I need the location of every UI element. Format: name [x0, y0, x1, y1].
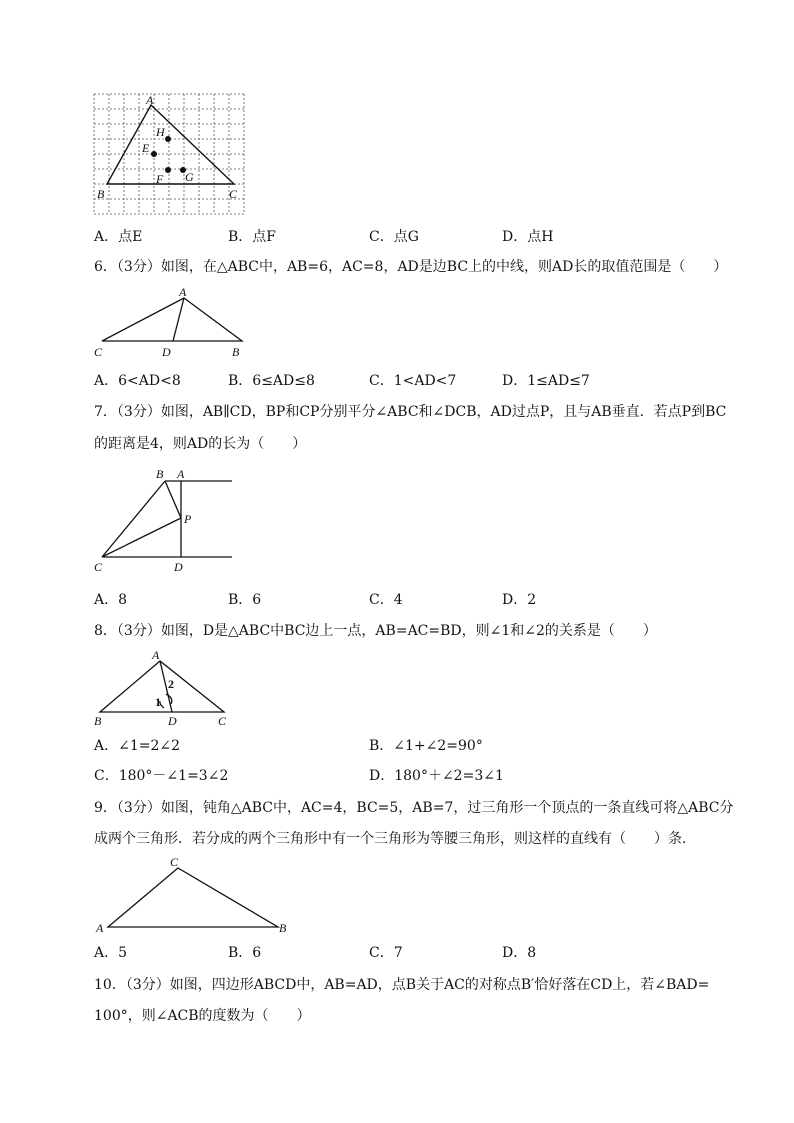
q6-option-d[interactable]: D．1≤AD≤7: [502, 373, 590, 389]
q8-option-c[interactable]: C．180°－∠1=3∠2: [94, 768, 229, 784]
q5-label-c: C: [229, 187, 238, 201]
q8-label-two: 2: [168, 677, 174, 691]
q9-label-a: A: [96, 921, 104, 935]
q7-option-a[interactable]: A．8: [94, 592, 128, 608]
q5-label-b: B: [97, 187, 105, 201]
q9-stem-line2: 成两个三角形．若分成的两个三角形中有一个三角形为等腰三角形，则这样的直线有（ ）条．: [94, 831, 696, 847]
q5-label-e: E: [142, 141, 150, 155]
q8-stem: 8．（3分）如图，D是△ABC中BC边上一点，AB=AC=BD，则∠1和∠2的关系是（ ）: [94, 623, 657, 639]
q8-option-b[interactable]: B．∠1+∠2=90°: [369, 738, 483, 754]
q5-option-a[interactable]: A．点E: [94, 229, 143, 245]
q8-figure: [94, 646, 234, 728]
q6-option-c[interactable]: C．1<AD<7: [369, 373, 457, 389]
q6-label-a: A: [179, 285, 187, 299]
q6-label-d: D: [162, 345, 171, 359]
q7-figure: [94, 466, 239, 576]
q5-label-f: F: [156, 172, 164, 186]
q8-option-d[interactable]: D．180°＋∠2=3∠1: [369, 768, 504, 784]
q9-stem-line1: 9．（3分）如图，钝角△ABC中，AC=4，BC=5，AB=7，过三角形一个顶点的一条直线可将△ABC分: [94, 800, 734, 816]
q7-label-d: D: [174, 560, 183, 574]
q8-label-a: A: [152, 648, 160, 662]
q7-option-d[interactable]: D．2: [502, 592, 537, 608]
q10-stem-line1: 10．（3分）如图，四边形ABCD中，AB=AD，点B关于AC的对称点B′恰好落在CD上，若∠BAD=: [94, 977, 710, 993]
q8-label-b: B: [94, 714, 102, 728]
q7-label-a: A: [177, 467, 185, 481]
q7-option-c[interactable]: C．4: [369, 592, 403, 608]
q9-option-a[interactable]: A．5: [94, 945, 128, 961]
q6-label-c: C: [94, 345, 103, 359]
q5-point-h: [165, 136, 171, 142]
q9-option-b[interactable]: B．6: [228, 945, 262, 961]
q5-label-h: H: [156, 125, 165, 139]
q7-stem-line2: 的距离是4，则AD的长为（ ）: [94, 436, 307, 452]
q5-option-b[interactable]: B．点F: [228, 229, 277, 245]
q8-option-a[interactable]: A．∠1=2∠2: [94, 738, 181, 754]
q7-stem-line1: 7．（3分）如图，AB∥CD，BP和CP分别平分∠ABC和∠DCB，AD过点P，且与AB垂直．若点P到BC: [94, 404, 727, 420]
q9-label-c: C: [170, 855, 179, 869]
q7-label-c: C: [94, 560, 103, 574]
q6-option-a[interactable]: A．6<AD<8: [94, 373, 181, 389]
q8-label-d: D: [168, 714, 177, 728]
q6-stem: 6．（3分）如图，在△ABC中，AB=6，AC=8，AD是边BC上的中线，则AD长的取值范围是（ ）: [94, 259, 728, 275]
q8-label-one: 1: [155, 695, 161, 709]
q7-option-b[interactable]: B．6: [228, 592, 262, 608]
q5-point-e: [151, 151, 157, 157]
q8-label-c: C: [218, 714, 227, 728]
q5-grid-figure: [94, 94, 244, 216]
q5-option-c[interactable]: C．点G: [369, 229, 419, 245]
q6-label-b: B: [232, 345, 240, 359]
q5-label-a: A: [146, 93, 154, 107]
q6-option-b[interactable]: B．6≤AD≤8: [228, 373, 315, 389]
q6-figure: [94, 284, 254, 360]
q5-option-d[interactable]: D．点H: [502, 229, 554, 245]
q7-label-b: B: [156, 467, 164, 481]
q9-option-d[interactable]: D．8: [502, 945, 537, 961]
q9-label-b: B: [279, 921, 287, 935]
q9-figure: [94, 854, 294, 936]
q10-stem-line2: 100°，则∠ACB的度数为（ ）: [94, 1008, 311, 1024]
q9-option-c[interactable]: C．7: [369, 945, 403, 961]
q5-point-f: [165, 167, 171, 173]
q5-label-g: G: [185, 170, 194, 184]
q7-label-p: P: [184, 512, 192, 526]
